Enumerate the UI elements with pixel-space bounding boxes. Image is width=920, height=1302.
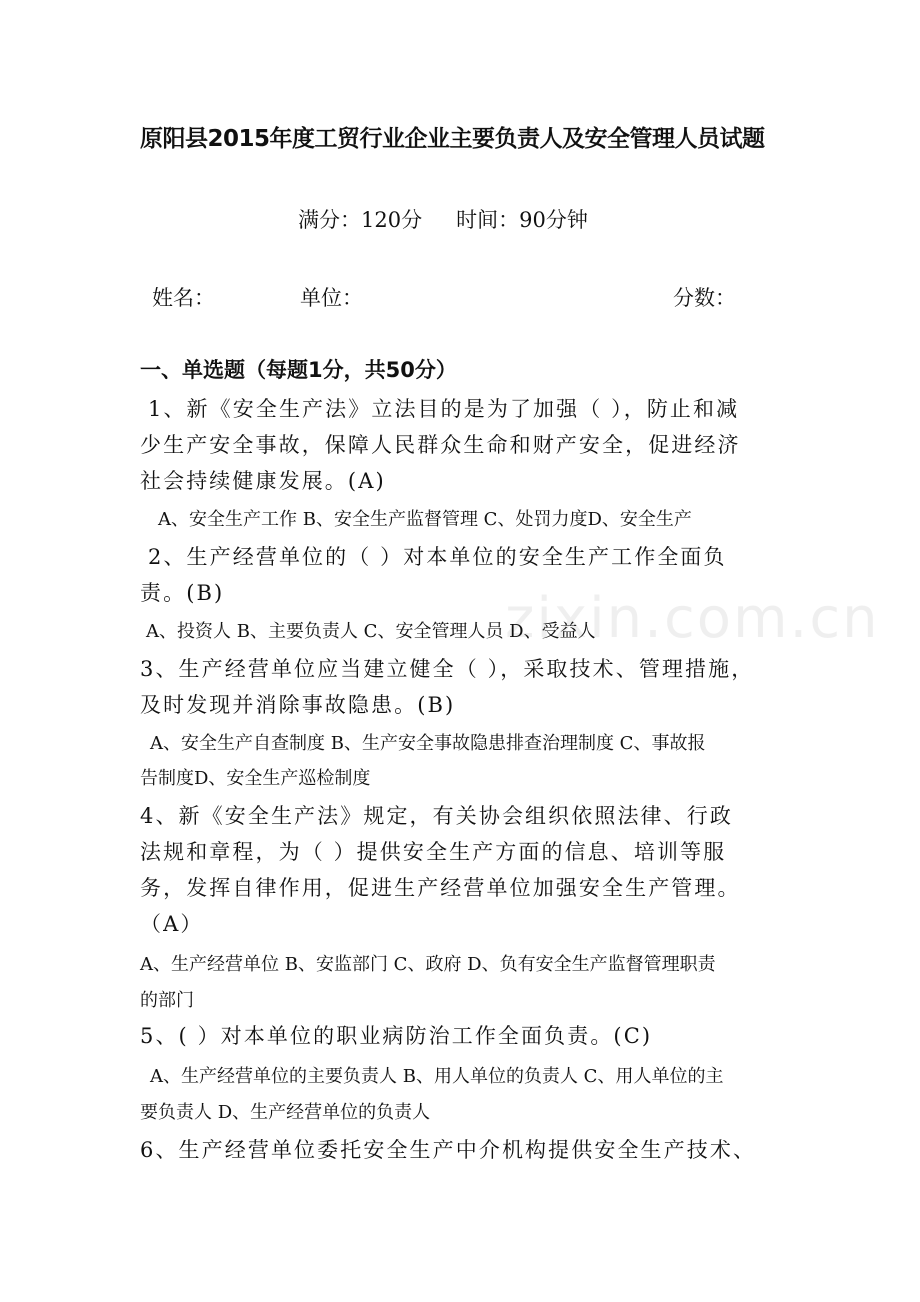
question-line: 6、生产经营单位委托安全生产中介机构提供安全生产技术、: [140, 1138, 757, 1162]
option-line: A、安全生产自查制度 B、生产安全事故隐患排查治理制度 C、事故报: [150, 733, 706, 754]
option-line: 告制度D、安全生产巡检制度: [140, 768, 371, 789]
time-limit: 时间：90分钟: [456, 208, 588, 232]
question-line: 2、生产经营单位的（ ）对本单位的安全生产工作全面负: [148, 545, 727, 569]
name-label: 姓名：: [152, 286, 215, 310]
question-line: 4、新《安全生产法》规定，有关协会组织依照法律、行政: [140, 804, 733, 828]
question-line: 5、( ）对本单位的职业病防治工作全面负责。(C): [140, 1024, 653, 1048]
question-line: 1、新《安全生产法》立法目的是为了加强（ ），防止和减: [148, 397, 740, 421]
option-line: 要负责人 D、生产经营单位的负责人: [140, 1102, 431, 1123]
question-line: 少生产安全事故，保障人民群众生命和财产安全，促进经济: [140, 433, 741, 457]
question-line: （A）: [140, 912, 204, 936]
watermark: zixin.com.cn: [505, 586, 880, 651]
section-heading: 一、单选题（每题1分，共50分）: [140, 358, 457, 382]
full-score: 满分：120分: [298, 208, 423, 232]
option-line: A、生产经营单位的主要负责人 B、用人单位的负责人 C、用人单位的主: [150, 1066, 724, 1087]
exam-title: 原阳县2015年度工贸行业企业主要负责人及安全管理人员试题: [140, 126, 765, 152]
question-line: 务，发挥自律作用，促进生产经营单位加强安全生产管理。: [140, 876, 741, 900]
question-line: 社会持续健康发展。(A): [140, 469, 386, 493]
unit-label: 单位：: [300, 286, 363, 310]
question-line: 3、生产经营单位应当建立健全（ ），采取技术、管理措施，: [140, 657, 755, 681]
option-line: A、投资人 B、主要负责人 C、安全管理人员 D、受益人: [146, 621, 596, 642]
question-line: 法规和章程，为（ ）提供安全生产方面的信息、培训等服: [140, 840, 727, 864]
option-line: 的部门: [140, 990, 194, 1011]
option-line: A、生产经营单位 B、安监部门 C、政府 D、负有安全生产监督管理职责: [140, 954, 716, 975]
option-line: A、安全生产工作 B、安全生产监督管理 C、处罚力度D、安全生产: [158, 509, 692, 530]
question-line: 及时发现并消除事故隐患。(B): [140, 693, 456, 717]
exam-meta: [298, 204, 588, 234]
question-line: 责。(B): [140, 581, 225, 605]
score-label: 分数：: [673, 286, 736, 310]
